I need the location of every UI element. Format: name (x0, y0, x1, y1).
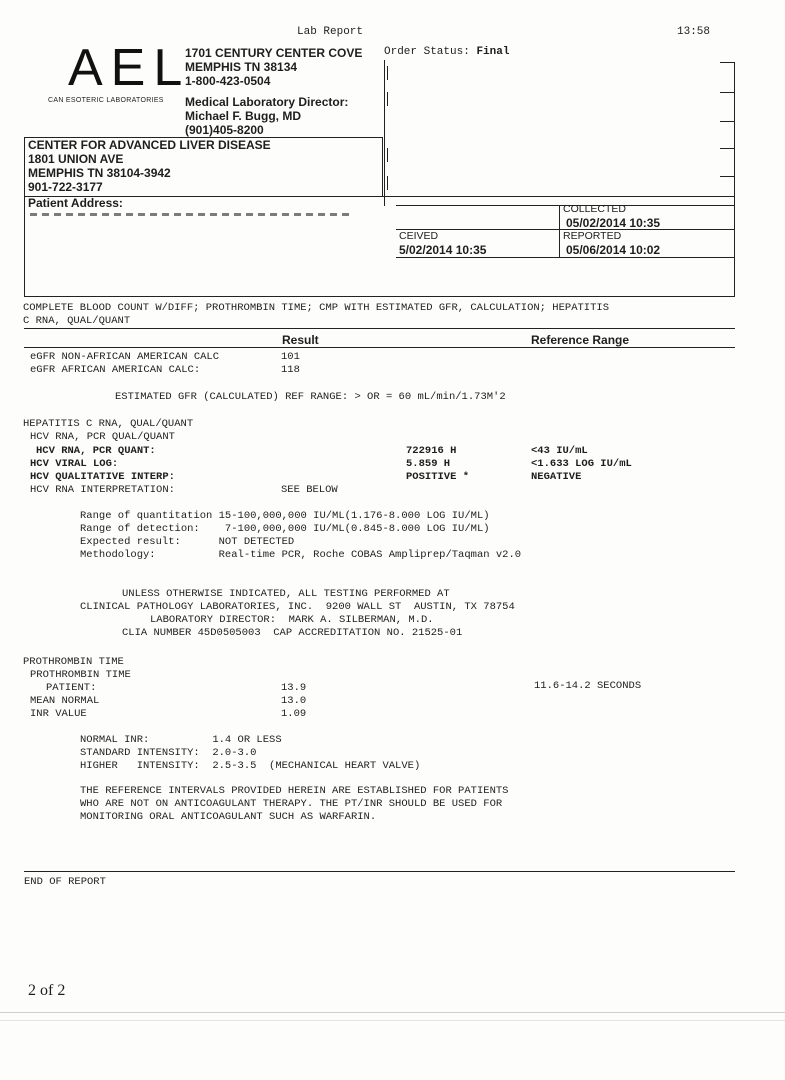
lab-address (185, 46, 362, 88)
director-name: Michael F. Bugg, MD (185, 109, 302, 123)
inr-range-line: NORMAL INR: 1.4 OR LESS (80, 734, 282, 746)
scan-streak (0, 1020, 785, 1021)
performed-line: UNLESS OTHERWISE INDICATED, ALL TESTING PERFORMED AT (122, 588, 450, 600)
hcv-detail-line: Expected result: NOT DETECTED (80, 536, 295, 548)
client-phone: 901-722-3177 (28, 180, 103, 194)
director-phone: (901)405-8200 (185, 123, 264, 137)
end-of-report: END OF REPORT (24, 876, 106, 888)
test-result: SEE BELOW (281, 484, 338, 496)
test-name: eGFR NON-AFRICAN AMERICAN CALC (30, 351, 220, 363)
collected-value: 05/02/2014 10:35 (566, 216, 661, 230)
lab-address-line: MEMPHIS TN 38134 (185, 60, 298, 74)
pt-title: PROTHROMBIN TIME (23, 656, 124, 668)
test-result: 5.859 H (406, 458, 451, 470)
dates-border (396, 257, 735, 258)
box-tick (720, 148, 735, 149)
box-tick (387, 66, 388, 80)
pt-note-line: THE REFERENCE INTERVALS PROVIDED HEREIN ARE ESTABLISHED FOR PATIENTS (80, 785, 509, 797)
inr-range-line: STANDARD INTENSITY: 2.0-3.0 (80, 747, 257, 759)
report-time: 13:58 (677, 26, 711, 38)
box-border (384, 60, 385, 206)
inr-range-line: HIGHER INTENSITY: 2.5-3.5 (MECHANICAL HEART VALVE) (80, 760, 421, 772)
patient-address-label: Patient Address: (28, 196, 123, 210)
received-label: CEIVED (399, 230, 439, 242)
test-name: HCV RNA INTERPRETATION: (30, 484, 175, 496)
hcv-details (80, 510, 521, 562)
patient-box-border (734, 206, 735, 296)
lab-address-line: 1701 CENTURY CENTER COVE (185, 46, 363, 60)
lab-director (185, 95, 348, 137)
test-reference: 11.6-14.2 SECONDS (534, 680, 642, 692)
section-rule (24, 296, 735, 297)
box-border (734, 62, 735, 206)
performed-line: LABORATORY DIRECTOR: MARK A. SILBERMAN, M.D. (150, 614, 434, 626)
collected-label: COLLECTED (563, 203, 627, 215)
box-tick (720, 92, 735, 93)
hcv-title: HEPATITIS C RNA, QUAL/QUANT (23, 418, 194, 430)
patient-box-border (24, 196, 25, 296)
pt-note-line: MONITORING ORAL ANTICOAGULANT SUCH AS WARFARIN. (80, 811, 377, 823)
client-address (28, 138, 271, 194)
scan-streak (0, 1012, 785, 1013)
box-tick (720, 121, 735, 122)
hcv-detail-line: Range of detection: 7-100,000,000 IU/ML(0.845-8.000 LOG IU/ML) (80, 523, 490, 535)
test-result: 13.0 (281, 695, 307, 707)
test-reference: <1.633 LOG IU/mL (531, 458, 632, 470)
lab-phone: 1-800-423-0504 (185, 74, 271, 88)
box-tick (720, 176, 735, 177)
test-name: MEAN NORMAL (30, 695, 100, 707)
reported-value: 05/06/2014 10:02 (566, 243, 661, 257)
client-street: 1801 UNION AVE (28, 152, 124, 166)
order-status (384, 46, 509, 59)
reference-range-column-header: Reference Range (531, 333, 630, 347)
pt-note (80, 785, 508, 824)
test-name: eGFR AFRICAN AMERICAN CALC: (30, 364, 201, 376)
inr-ranges (80, 734, 420, 773)
test-result: 1.09 (281, 708, 307, 720)
dates-divider (559, 205, 560, 257)
test-result: 118 (281, 364, 300, 376)
section-rule (24, 328, 735, 329)
performed-line: CLIA NUMBER 45D0505003 CAP ACCREDITATION NO. 21525-01 (122, 627, 463, 639)
client-name: CENTER FOR ADVANCED LIVER DISEASE (28, 138, 271, 152)
pt-subtitle: PROTHROMBIN TIME (30, 669, 131, 681)
test-reference: NEGATIVE (531, 471, 582, 483)
reported-label: REPORTED (563, 230, 622, 242)
report-title: Lab Report (297, 26, 364, 38)
box-tick (387, 176, 388, 190)
test-result: 101 (281, 351, 300, 363)
page-number: 2 of 2 (28, 982, 66, 999)
test-result: POSITIVE * (406, 471, 470, 483)
lab-logo-subtitle: CAN ESOTERIC LABORATORIES (48, 97, 164, 104)
received-value: 5/02/2014 10:35 (399, 243, 487, 257)
redacted-line (30, 213, 350, 216)
table-row (30, 351, 219, 364)
box-tick (387, 92, 388, 106)
test-reference: <43 IU/mL (531, 445, 588, 457)
box-tick (387, 148, 388, 162)
pt-note-line: WHO ARE NOT ON ANTICOAGULANT THERAPY. THE PT/INR SHOULD BE USED FOR (80, 798, 503, 810)
client-city: MEMPHIS TN 38104-3942 (28, 166, 171, 180)
section-rule (24, 347, 735, 348)
table-row (30, 364, 200, 377)
hcv-detail-line: Methodology: Real-time PCR, Roche COBAS Ampliprep/Taqman v2.0 (80, 549, 522, 561)
director-label: Medical Laboratory Director: (185, 95, 349, 109)
order-status-label: Order Status: (384, 46, 470, 58)
section-rule (24, 871, 735, 872)
hcv-detail-line: Range of quantitation 15-100,000,000 IU/ML(1.176-8.000 LOG IU/ML) (80, 510, 490, 522)
performed-line: CLINICAL PATHOLOGY LABORATORIES, INC. 9200 WALL ST AUSTIN, TX 78754 (80, 601, 515, 613)
test-result: 13.9 (281, 682, 307, 694)
test-result: 722916 H (406, 445, 457, 457)
lab-logo: AEL (68, 39, 191, 97)
test-name: HCV RNA, PCR QUANT: (36, 445, 156, 457)
order-status-value: Final (476, 46, 510, 58)
test-name: PATIENT: (46, 682, 97, 694)
hcv-subtitle: HCV RNA, PCR QUAL/QUANT (30, 431, 175, 443)
tests-ordered: COMPLETE BLOOD COUNT W/DIFF; PROTHROMBIN TIME; CMP WITH ESTIMATED GFR, CALCULATION; HEPATITIS C RNA, QUAL/QUANT (23, 302, 609, 327)
patient-box-border (24, 196, 735, 197)
test-name: HCV VIRAL LOG: (30, 458, 119, 470)
result-column-header: Result (282, 333, 319, 347)
test-name: INR VALUE (30, 708, 87, 720)
box-border (720, 62, 735, 63)
egfr-note: ESTIMATED GFR (CALCULATED) REF RANGE: > OR = 60 mL/min/1.73M'2 (115, 391, 506, 403)
test-name: HCV QUALITATIVE INTERP: (30, 471, 175, 483)
